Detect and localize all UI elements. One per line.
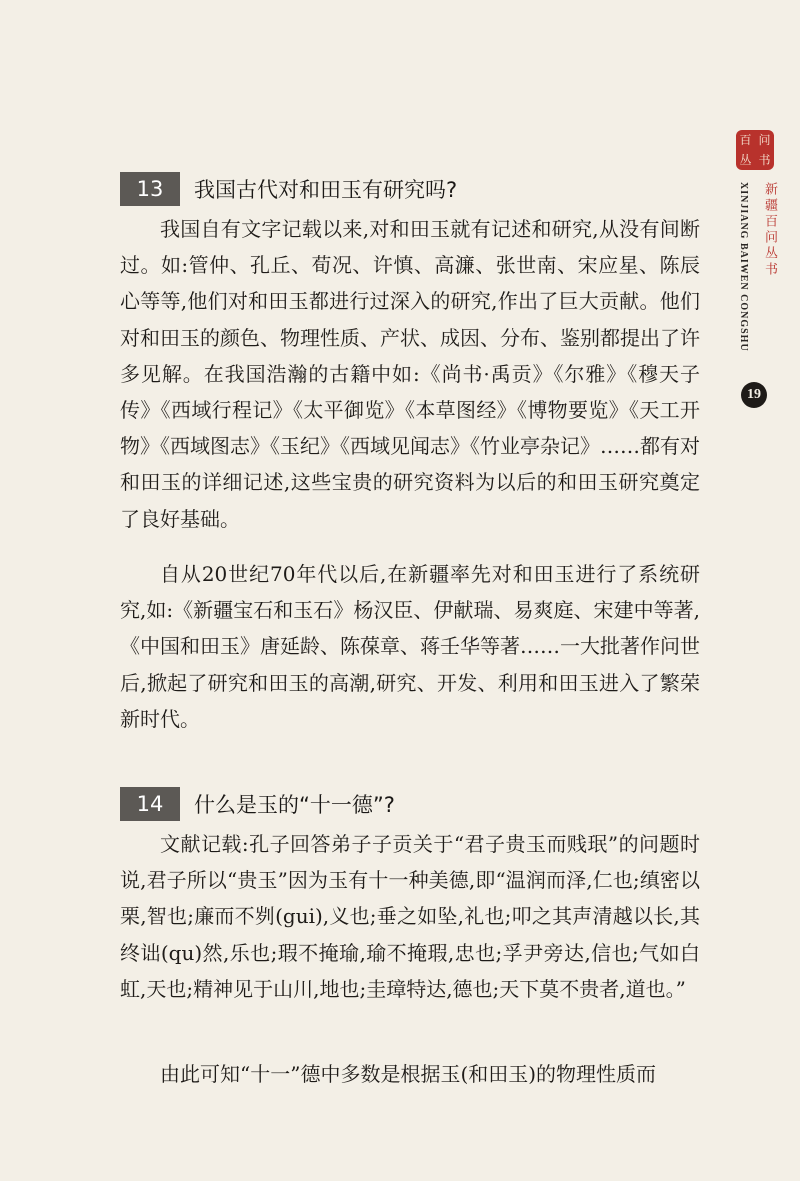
body-paragraph: 由此可知“十一”德中多数是根据玉(和田玉)的物理性质而: [160, 1062, 657, 1086]
seal-char: 百: [739, 133, 752, 147]
series-seal-logo: [736, 130, 774, 170]
seal-char: 书: [758, 153, 771, 167]
series-title-en: XINJIANG BAIWEN CONGSHU: [738, 182, 749, 352]
section-number-badge: 13: [120, 172, 180, 206]
body-paragraph: 文献记载:孔子回答弟子子贡关于“君子贵玉而贱珉”的问题时说,君子所以“贵玉”因为玉有十一种美德,即“温润而泽,仁也;缜密以栗,智也;廉而不刿(gui),义也;垂之如坠,礼也;叩之其声清越以长,其终诎(qu)然,乐也;瑕不掩瑜,瑜不掩瑕,忠也;孚尹旁达,信也;气如白虹,天也;精神见于山川,地也;圭璋特达,德也;天下莫不贵者,道也。”: [120, 832, 700, 1001]
body-paragraph: 我国自有文字记载以来,对和田玉就有记述和研究,从没有间断过。如:管仲、孔丘、荀况、许慎、高濂、张世南、宋应星、陈辰心等等,他们对和田玉都进行过深入的研究,作出了巨大贡献。他们对和田玉的颜色、物理性质、产状、成因、分布、鉴别都提出了许多见解。在我国浩瀚的古籍中如:《尚书·禹贡》《尔雅》《穆天子传》《西域行程记》《太平御览》《本草图经》《博物要览》《天工开物》《西域图志》《玉纪》《西域见闻志》《竹业亭杂记》……都有对和田玉的详细记述,这些宝贵的研究资料为以后的和田玉研究奠定了良好基础。: [120, 217, 700, 531]
body-paragraph: 自从20世纪70年代以后,在新疆率先对和田玉进行了系统研究,如:《新疆宝石和玉石》杨汉臣、伊献瑞、易爽庭、宋建中等著,《中国和田玉》唐延龄、陈葆章、蒋壬华等著……一大批著作问世后,掀起了研究和田玉的高潮,研究、开发、利用和田玉进入了繁荣新时代。: [120, 562, 700, 731]
series-title-cn: 新疆百问丛书: [762, 182, 777, 278]
section-header-13: [120, 172, 457, 206]
section-title: 我国古代对和田玉有研究吗?: [194, 178, 458, 202]
section-title: 什么是玉的“十一德”?: [194, 793, 395, 817]
section-header-14: [120, 787, 395, 821]
seal-char: 问: [758, 133, 771, 147]
page-number: 19: [741, 382, 767, 408]
seal-char: 丛: [739, 153, 752, 167]
section-number-badge: 14: [120, 787, 180, 821]
